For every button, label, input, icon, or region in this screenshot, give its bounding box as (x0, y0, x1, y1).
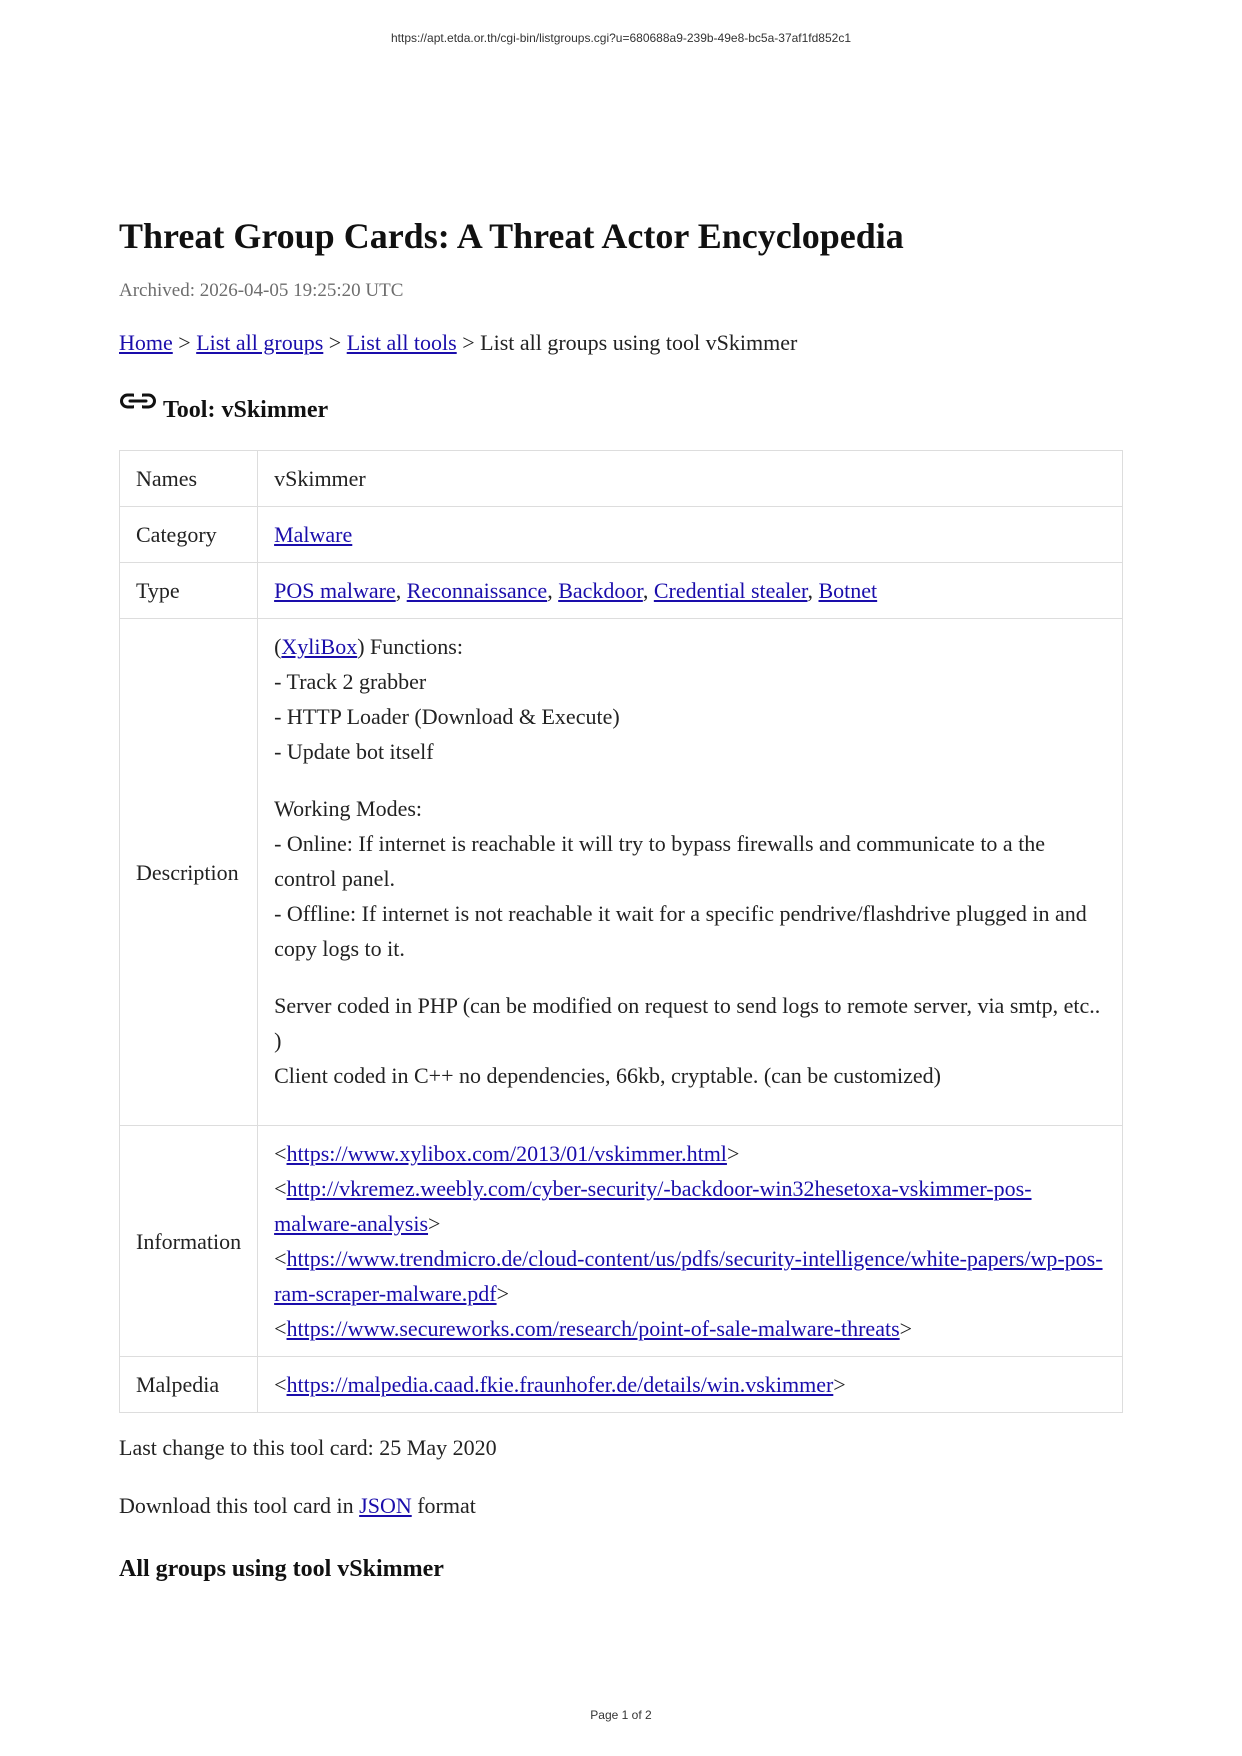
description-functions (274, 629, 1106, 769)
function-item: - HTTP Loader (Download & Execute) (274, 704, 620, 729)
names-value: vSkimmer (258, 451, 1123, 507)
breadcrumb-groups-link[interactable]: List all groups (196, 330, 324, 355)
groups-heading: All groups using tool vSkimmer (119, 1556, 444, 1582)
type-link[interactable]: POS malware (274, 578, 396, 603)
main-content (119, 212, 1123, 1585)
breadcrumb-separator: > (172, 330, 197, 355)
function-item: - Track 2 grabber (274, 669, 427, 694)
last-change-text: Last change to this tool card: 25 May 2020 (119, 1435, 497, 1460)
archived-timestamp: Archived: 2026-04-05 19:25:20 UTC (119, 280, 404, 301)
information-item (274, 1241, 1106, 1311)
xylibox-link[interactable]: XyliBox (281, 634, 358, 659)
page-number: Page 1 of 2 (590, 1708, 652, 1722)
breadcrumb-tools-link[interactable]: List all tools (346, 330, 457, 355)
bracket-close: > (833, 1372, 846, 1397)
tool-card-table (119, 450, 1123, 1413)
names-label: Names (120, 451, 258, 507)
breadcrumb-home-link[interactable]: Home (119, 330, 173, 355)
download-suffix: format (411, 1493, 476, 1518)
table-row (120, 563, 1123, 619)
category-link[interactable]: Malware (274, 522, 353, 547)
type-link[interactable]: Credential stealer (653, 578, 808, 603)
modes-heading: Working Modes: (274, 796, 423, 821)
type-label: Type (120, 563, 258, 619)
bracket-close: > (496, 1281, 509, 1306)
information-link[interactable]: https://www.trendmicro.de/cloud-content/us/pdfs/security-intelligence/white-papers/wp-pos-ram-scraper-malware.pdf (274, 1246, 1103, 1306)
breadcrumb-separator: > (456, 330, 481, 355)
server-text: Server coded in PHP (can be modified on request to send logs to remote server, via smtp, etc.. ) (274, 993, 1101, 1053)
bracket-close: > (726, 1141, 740, 1166)
functions-text: ) Functions: (357, 634, 463, 659)
download-prefix: Download this tool card in (119, 1493, 360, 1518)
page-title: Threat Group Cards: A Threat Actor Encyclopedia (119, 216, 904, 256)
category-cell (258, 507, 1123, 563)
description-modes (274, 791, 1106, 966)
breadcrumb-separator: > (323, 330, 347, 355)
type-link[interactable]: Botnet (818, 578, 878, 603)
type-cell (258, 563, 1123, 619)
bracket-close: > (428, 1211, 441, 1236)
description-label: Description (120, 619, 258, 1126)
bracket-open: < (274, 1246, 287, 1271)
information-item (274, 1311, 1106, 1346)
print-url-header: https://apt.etda.or.th/cgi-bin/listgroups.cgi?u=680688a9-239b-49e8-bc5a-37af1fd852c1 (391, 31, 851, 45)
description-coding (274, 988, 1106, 1093)
bracket-open: < (274, 1372, 287, 1397)
information-link[interactable]: http://vkremez.weebly.com/cyber-security/-backdoor-win32hesetoxa-vskimmer-pos-malware-analysis (274, 1176, 1032, 1236)
type-separator: , (642, 578, 654, 603)
type-link[interactable]: Backdoor (558, 578, 643, 603)
bracket-open: < (274, 1141, 287, 1166)
link-icon (119, 390, 157, 416)
category-label: Category (120, 507, 258, 563)
bracket-open: < (274, 1316, 287, 1341)
malpedia-link[interactable]: https://malpedia.caad.fkie.fraunhofer.de/details/win.vskimmer (286, 1372, 834, 1397)
type-link[interactable]: Reconnaissance (406, 578, 548, 603)
table-row (120, 451, 1123, 507)
information-item (274, 1136, 1106, 1171)
table-row (120, 1126, 1123, 1357)
description-cell (258, 619, 1123, 1126)
mode-item: - Offline: If internet is not reachable it wait for a specific pendrive/flashdrive plugged in and copy logs to it. (274, 901, 1087, 961)
breadcrumb (119, 328, 1123, 358)
information-link[interactable]: https://www.secureworks.com/research/point-of-sale-malware-threats (286, 1316, 900, 1341)
bracket-open: < (274, 1176, 287, 1201)
functions-line (274, 629, 1106, 664)
tool-title: Tool: vSkimmer (163, 397, 329, 423)
mode-item: - Online: If internet is reachable it will try to bypass firewalls and communicate to a the control panel. (274, 831, 1046, 891)
information-cell (258, 1126, 1123, 1357)
type-separator: , (395, 578, 407, 603)
function-item: - Update bot itself (274, 739, 434, 764)
table-row (120, 507, 1123, 563)
malpedia-label: Malpedia (120, 1357, 258, 1413)
type-separator: , (547, 578, 559, 603)
table-row (120, 619, 1123, 1126)
type-separator: , (807, 578, 819, 603)
malpedia-cell (258, 1357, 1123, 1413)
information-item (274, 1171, 1106, 1241)
download-line (119, 1491, 1123, 1521)
breadcrumb-current: List all groups using tool vSkimmer (480, 330, 798, 355)
table-row (120, 1357, 1123, 1413)
information-label: Information (120, 1126, 258, 1357)
json-download-link[interactable]: JSON (359, 1493, 412, 1518)
paren-open: ( (274, 634, 282, 659)
information-link[interactable]: https://www.xylibox.com/2013/01/vskimmer.html (286, 1141, 727, 1166)
bracket-close: > (899, 1316, 913, 1341)
tool-heading (119, 386, 1123, 426)
client-text: Client coded in C++ no dependencies, 66kb, cryptable. (can be customized) (274, 1063, 941, 1088)
